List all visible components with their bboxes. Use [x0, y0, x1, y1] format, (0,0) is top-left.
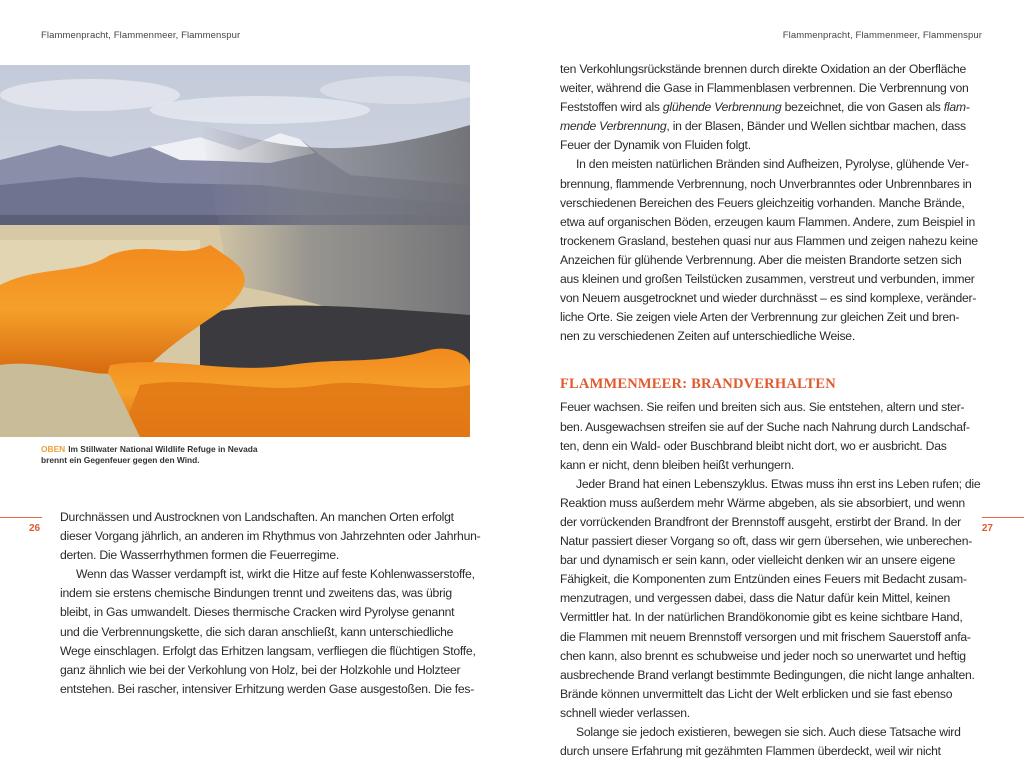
text-line: dieser Vorgang jährlich, an anderen im Rhythmus von Jahrzehnten oder Jahrhun- [60, 529, 481, 544]
text-line [560, 117, 980, 136]
folio-rule-right [982, 517, 1024, 518]
text-line: Reaktion muss außerdem mehr Wärme abgeben, als sie absorbiert, und wenn [560, 495, 965, 510]
text-line: Feuer der Dynamik von Fluiden folgt. [560, 138, 751, 153]
text-line: Jeder Brand hat einen Lebenszyklus. Etwas muss ihn erst ins Leben rufen; die [576, 476, 981, 491]
text-span: Feststoffen wird als [560, 100, 663, 115]
text-line: Brände können unvermittelt das Licht der Welt erblicken und sie fast ebenso [560, 686, 953, 701]
text-line: menzutragen, und vergessen dabei, dass die Natur dafür kein Mittel, keinen [560, 591, 951, 606]
text-line: Solange sie jedoch existieren, bewegen sie sich. Auch diese Tatsache wird [576, 725, 961, 739]
text-line: ganz ähnlich wie bei der Verkohlung von Holz, bei der Holzkohle und Holzteer [60, 662, 461, 677]
right-page [512, 0, 1024, 759]
left-body-text [60, 508, 480, 699]
caption-text: Im Stillwater National Wildlife Refuge in Nevada brennt ein Gegenfeuer gegen den Wind. [41, 444, 258, 465]
text-line: chen kann, also brennt es schubweise und jeder noch so unerwartet und heftig [560, 648, 966, 663]
paragraph [560, 475, 980, 723]
text-line: Feuer wachsen. Sie reifen und breiten sich aus. Sie entstehen, altern und ster- [560, 400, 965, 415]
text-line: ausbrechende Brand verlangt bestimmte Bedingungen, die nicht lange anhalten. [560, 667, 975, 682]
text-line: ten, denn ein Wald- oder Buschbrand bleibt nicht dort, wo er ausbricht. Das [560, 438, 947, 453]
paragraph [60, 508, 480, 565]
section-heading: FLAMMENMEER: BRANDVERHALTEN [560, 376, 836, 393]
text-line: und die Verbrennungskette, die sich daran anschließt, kann unterschiedliche [60, 624, 454, 639]
folio-rule-left [0, 517, 42, 518]
page-number-left: 26 [29, 523, 41, 534]
paragraph [560, 398, 980, 474]
text-line: die Flammen mit neuem Brennstoff versorgen und mit frischem Sauerstoff anfa- [560, 629, 971, 644]
paragraph [560, 155, 980, 346]
italic-term: mende Verbrennung [560, 119, 667, 134]
text-line: ben. Ausgewachsen streifen sie auf der Suche nach Nahrung durch Landschaf- [560, 419, 970, 434]
text-line: Fähigkeit, die Komponenten zum Entzünden eines Feuers mit Bedacht zusam- [560, 572, 967, 587]
running-head-left: Flammenpracht, Flammenmeer, Flammenspur [41, 30, 241, 41]
text-line: In den meisten natürlichen Bränden sind Aufheizen, Pyrolyse, glühende Ver- [576, 157, 969, 172]
text-line: weiter, während die Gase in Flammenblasen verbrennen. Die Verbrennung von [560, 81, 969, 96]
left-page [0, 0, 512, 726]
text-span: , in der Blasen, Bänder und Wellen sichtbar machen, dass [666, 119, 966, 134]
text-line: schnell wieder verlassen. [560, 705, 690, 720]
text-line: nen zu verschiedenen Zeiten auf unterschiedliche Weise. [560, 329, 855, 344]
photo-image-icon [0, 65, 470, 437]
text-line: bleibt, in Gas umwandelt. Dieses thermische Cracken wird Pyrolyse genannt [60, 605, 455, 620]
text-line: indem sie erstens chemische Bindungen trennt und zweitens das, was übrig [60, 586, 452, 601]
text-line: liche Orte. Sie zeigen viele Arten der Verbrennung zur gleichen Zeit und bren- [560, 310, 960, 325]
paragraph [60, 565, 480, 699]
text-line: verschiedenen Bereichen des Feuers gleichzeitig vorhanden. Manche Brände, [560, 195, 965, 210]
text-span: bezeichnet, die von Gasen als [781, 100, 944, 115]
text-line: brennung, flammende Verbrennung, noch Unverbranntes oder Unbrennbares in [560, 176, 972, 191]
text-line [560, 98, 980, 117]
wildfire-photo [0, 65, 470, 437]
paragraph [560, 60, 980, 155]
italic-term: flam- [943, 100, 970, 115]
text-line: etwa auf organischen Böden, erzeugen kaum Flammen. Andere, zum Beispiel in [560, 214, 976, 229]
text-line: aus kleinen und großen Teilstücken zusammen, verstreut und verbunden, immer [560, 272, 975, 287]
text-line: Vermittler hat. In der natürlichen Brandökonomie gibt es keine sichtbare Hand, [560, 610, 963, 625]
paragraph [560, 723, 980, 761]
photo-caption [41, 444, 281, 466]
text-line: Anzeichen für glühende Verbrennung. Aber die meisten Brandorte setzen sich [560, 252, 962, 267]
italic-term: glühende Verbrennung [662, 100, 782, 115]
text-line: derten. Die Wasserrhythmen formen die Feuerregime. [60, 548, 339, 563]
right-body-text [560, 60, 980, 761]
running-head-right: Flammenpracht, Flammenmeer, Flammenspur [782, 30, 982, 41]
text-line: entstehen. Bei rascher, intensiver Erhitzung werden Gase ausgestoßen. Die fes- [60, 681, 475, 696]
text-line: kann er nicht, denn bleiben heißt verhungern. [560, 457, 795, 472]
text-line: ten Verkohlungsrückstände brennen durch direkte Oxidation an der Oberfläche [560, 62, 967, 76]
text-line: bar und dynamisch er sein kann, oder vielleicht denken wir an unsere eigene [560, 553, 956, 568]
page-number-right: 27 [981, 523, 993, 534]
text-line: Natur passiert dieser Vorgang so oft, dass wir gern übersehen, wie unberechen- [560, 534, 973, 549]
text-line: Durchnässen und Austrocknen von Landschaften. An manchen Orten erfolgt [60, 510, 454, 524]
text-line: durch unsere Erfahrung mit gezähmten Flammen überdeckt, weil wir nicht [560, 744, 941, 759]
text-line: Wege einschlagen. Erfolgt das Erhitzen langsam, verfliegen die flüchtigen Stoffe, [60, 643, 476, 658]
text-line: der vorrückenden Brandfront der Brennstoff ausgeht, erstirbt der Brand. In der [560, 514, 961, 529]
text-line: Wenn das Wasser verdampft ist, wirkt die Hitze auf feste Kohlenwasserstoffe, [76, 567, 475, 582]
caption-label: OBEN [41, 444, 66, 454]
text-line: von Neuem ausgetrocknet und wieder durchnässt – es sind komplexe, veränder- [560, 291, 977, 306]
text-line: trockenem Grasland, bestehen quasi nur aus Flammen und zeigen nahezu keine [560, 233, 978, 248]
